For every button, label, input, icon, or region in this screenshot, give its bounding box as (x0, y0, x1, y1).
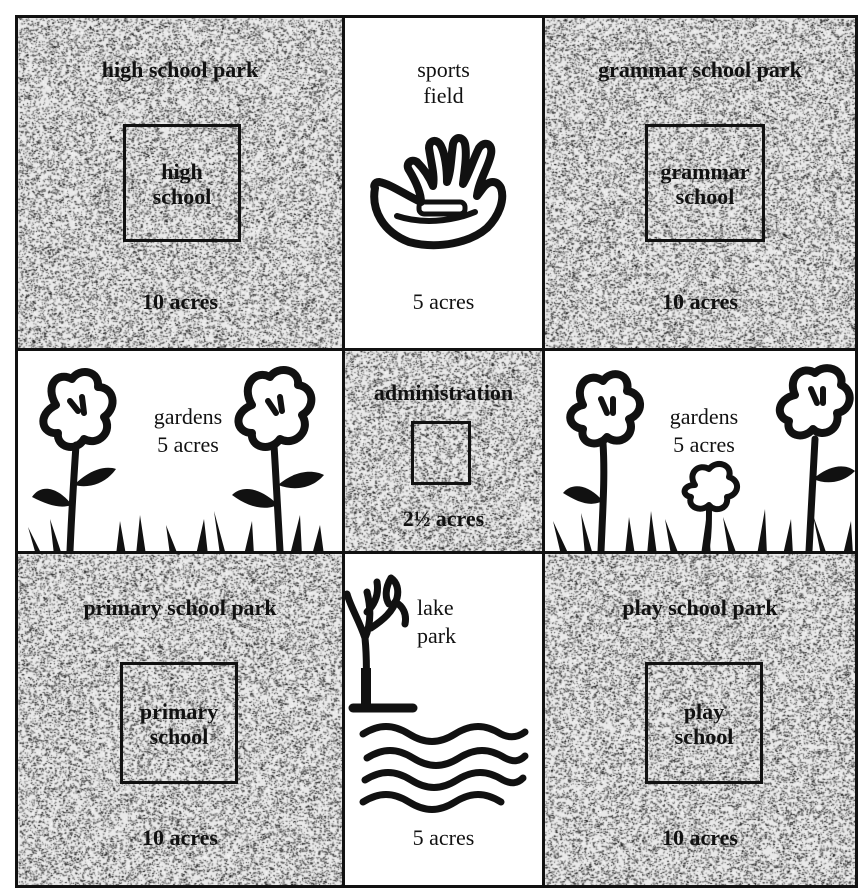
sports-field-title-line1: sports (417, 57, 470, 82)
play-school-label-line2: school (674, 724, 734, 749)
lake-park-plot (342, 551, 545, 888)
primary-school-building (120, 662, 238, 784)
grammar-school-park-title: grammar school park (598, 57, 802, 82)
gardens-left-area: 5 acres (157, 432, 219, 457)
administration-title: administration (373, 380, 514, 405)
play-school-label-line1: play (683, 699, 725, 724)
play-school-park-area: 10 acres (662, 825, 738, 850)
high-school-park-title: high school park (101, 57, 259, 82)
sports-field-title-line2: field (423, 83, 464, 108)
play-school-park-plot (542, 551, 858, 888)
administration-plot (342, 348, 545, 554)
high-school-park-plot (15, 15, 345, 351)
grammar-school-park-plot (542, 15, 858, 351)
play-school-building (645, 662, 763, 784)
primary-school-park-area: 10 acres (142, 825, 218, 850)
administration-building (411, 421, 471, 485)
grammar-school-park-area: 10 acres (662, 289, 738, 314)
primary-school-park-title: primary school park (83, 595, 277, 620)
grass-blades-icon (551, 499, 855, 554)
sports-field-plot (342, 15, 545, 351)
lake-park-title-line2: park (417, 623, 457, 648)
play-school-park-title: play school park (622, 595, 778, 620)
gardens-right-plot (542, 348, 858, 554)
gardens-left-label: gardens (153, 404, 223, 429)
sports-field-area: 5 acres (412, 289, 475, 314)
gardens-left-plot (15, 348, 345, 554)
grass-blades-icon (28, 501, 328, 554)
gardens-right-label: gardens (669, 404, 739, 429)
high-school-label-line2: school (152, 184, 212, 209)
lake-park-area: 5 acres (412, 825, 475, 850)
primary-school-label-line1: primary (139, 699, 219, 724)
gardens-right-area: 5 acres (673, 432, 735, 457)
baseball-glove-icon (367, 136, 517, 251)
tree-icon (345, 568, 421, 718)
grammar-school-label-line2: school (675, 184, 735, 209)
grammar-school-label-line1: grammar (660, 159, 750, 184)
primary-school-park-plot (15, 551, 345, 888)
lake-park-title-line1: lake (417, 595, 454, 620)
high-school-building (123, 124, 241, 242)
lake-waves-icon (359, 722, 529, 812)
high-school-park-area: 10 acres (142, 289, 218, 314)
primary-school-label-line2: school (149, 724, 209, 749)
high-school-label-line1: high (161, 159, 203, 184)
grammar-school-building (645, 124, 765, 242)
administration-area: 2½ acres (402, 506, 485, 531)
